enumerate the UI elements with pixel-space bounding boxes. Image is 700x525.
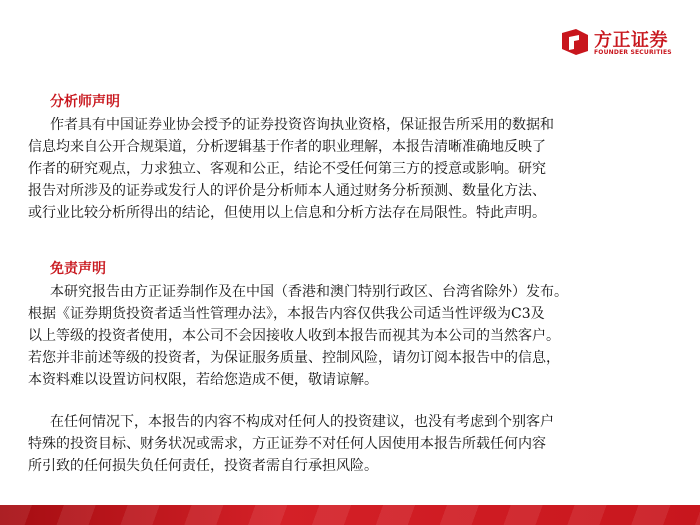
disclaimer-line: 在任何情况下，本报告的内容不构成对任何人的投资建议，也没有考虑到个别客户	[50, 414, 554, 430]
disclaimer-line: 本研究报告由方正证券制作及在中国（香港和澳门特别行政区、台湾省除外）发布。	[50, 284, 568, 300]
disclaimer-line: 以上等级的投资者使用，本公司不会因接收人收到本报告而视其为本公司的当然客户。	[28, 328, 560, 344]
logo-cn-text: 方正证券	[594, 30, 668, 51]
founder-securities-logo	[560, 26, 680, 60]
analyst-statement-line: 信息均来自公开合规渠道，分析逻辑基于作者的职业理解，本报告清晰准确地反映了	[28, 139, 546, 155]
disclaimer-line: 若您并非前述等级的投资者，为保证服务质量、控制风险，请勿订阅本报告中的信息，	[28, 350, 560, 366]
analyst-statement-section	[28, 92, 683, 224]
analyst-statement-heading: 分析师声明	[50, 94, 120, 110]
paragraph-spacer	[28, 391, 683, 411]
founder-logo-icon	[560, 27, 590, 57]
analyst-statement-line: 报告对所涉及的证券或发行人的评价是分析师本人通过财务分析预测、数量化方法、	[28, 183, 546, 199]
disclaimer-heading: 免责声明	[50, 261, 106, 277]
analyst-statement-line: 作者具有中国证券业协会授予的证券投资咨询执业资格，保证报告所采用的数据和	[50, 117, 554, 133]
disclaimer-line: 特殊的投资目标、财务状况或需求，方正证券不对任何人因使用本报告所载任何内容	[28, 436, 546, 452]
disclaimer-line: 根据《证券期货投资者适当性管理办法》，本报告内容仅供我公司适当性评级为C3及	[28, 306, 545, 322]
disclaimer-line: 所引致的任何损失负任何责任，投资者需自行承担风险。	[28, 458, 378, 474]
analyst-statement-line: 作者的研究观点，力求独立、客观和公正，结论不受任何第三方的授意或影响。研究	[28, 161, 546, 177]
disclaimer-line: 本资料难以设置访问权限，若给您造成不便，敬请谅解。	[28, 372, 378, 388]
footer-bar	[0, 505, 700, 525]
logo-en-text: FOUNDER SECURITIES	[594, 49, 672, 56]
analyst-statement-line: 或行业比较分析所得出的结论，但使用以上信息和分析方法存在局限性。特此声明。	[28, 205, 546, 221]
disclaimer-section	[28, 259, 683, 477]
